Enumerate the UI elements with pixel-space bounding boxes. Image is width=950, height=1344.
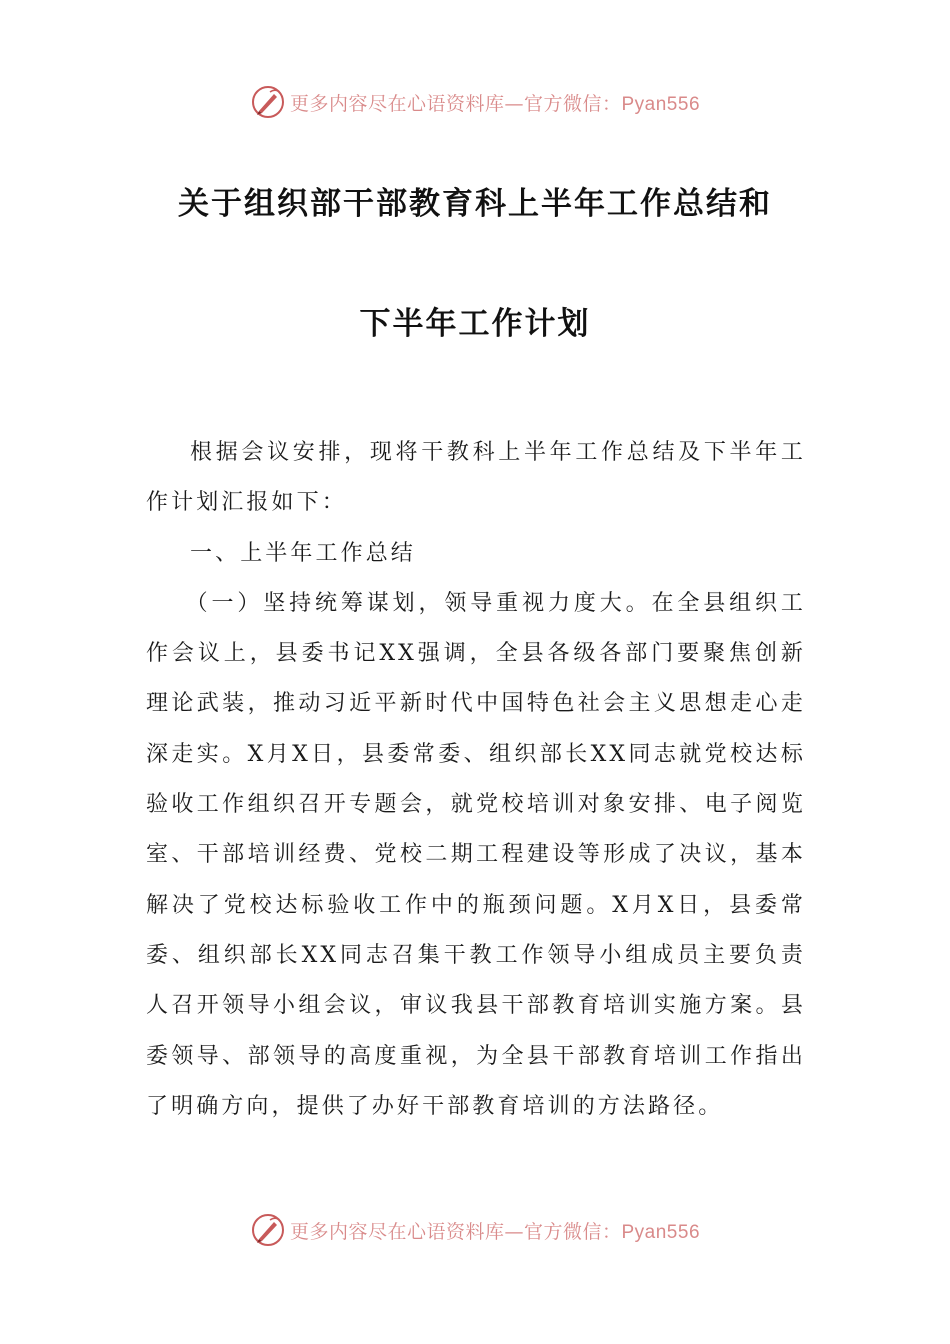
document-body bbox=[146, 428, 806, 1132]
footer-watermark-banner bbox=[0, 1210, 950, 1250]
pen-logo-icon bbox=[250, 1212, 286, 1248]
header-watermark-banner bbox=[0, 82, 950, 122]
watermark-text: 更多内容尽在心语资料库—官方微信：Pyan556 bbox=[289, 1220, 701, 1243]
intro-paragraph: 根据会议安排，现将干教科上半年工作总结及下半年工作计划汇报如下： bbox=[146, 440, 806, 516]
document-title-line-1: 关于组织部干部教育科上半年工作总结和 bbox=[178, 186, 772, 222]
wechat-id: Pyan556 bbox=[621, 1221, 701, 1243]
pen-logo-icon bbox=[250, 84, 286, 120]
section-heading: 一、上半年工作总结 bbox=[190, 540, 416, 566]
item-paragraph: （一）坚持统筹谋划，领导重视力度大。在全县组织工作会议上，县委书记XX强调，全县各级各部门要聚焦创新理论武装，推动习近平新时代中国特色社会主义思想走心走深走实。X月X日，县委常委、组织部长XX同志就党校达标验收工作组织召开专题会，就党校培训对象安排、电子阅览室、干部培训经费、党校二期工程建设等形成了决议，基本解决了党校达标验收工作中的瓶颈问题。X月X日，县委常委、组织部长XX同志召集干教工作领导小组成员主要负责人召开领导小组会议，审议我县干部教育培训实施方案。县委领导、部领导的高度重视，为全县干部教育培训工作指出了明确方向，提供了办好干部教育培训的方法路径。 bbox=[146, 590, 806, 1119]
wechat-id: Pyan556 bbox=[621, 93, 701, 115]
document-title-line-2: 下半年工作计划 bbox=[359, 306, 591, 342]
watermark-text: 更多内容尽在心语资料库—官方微信：Pyan556 bbox=[289, 92, 701, 115]
